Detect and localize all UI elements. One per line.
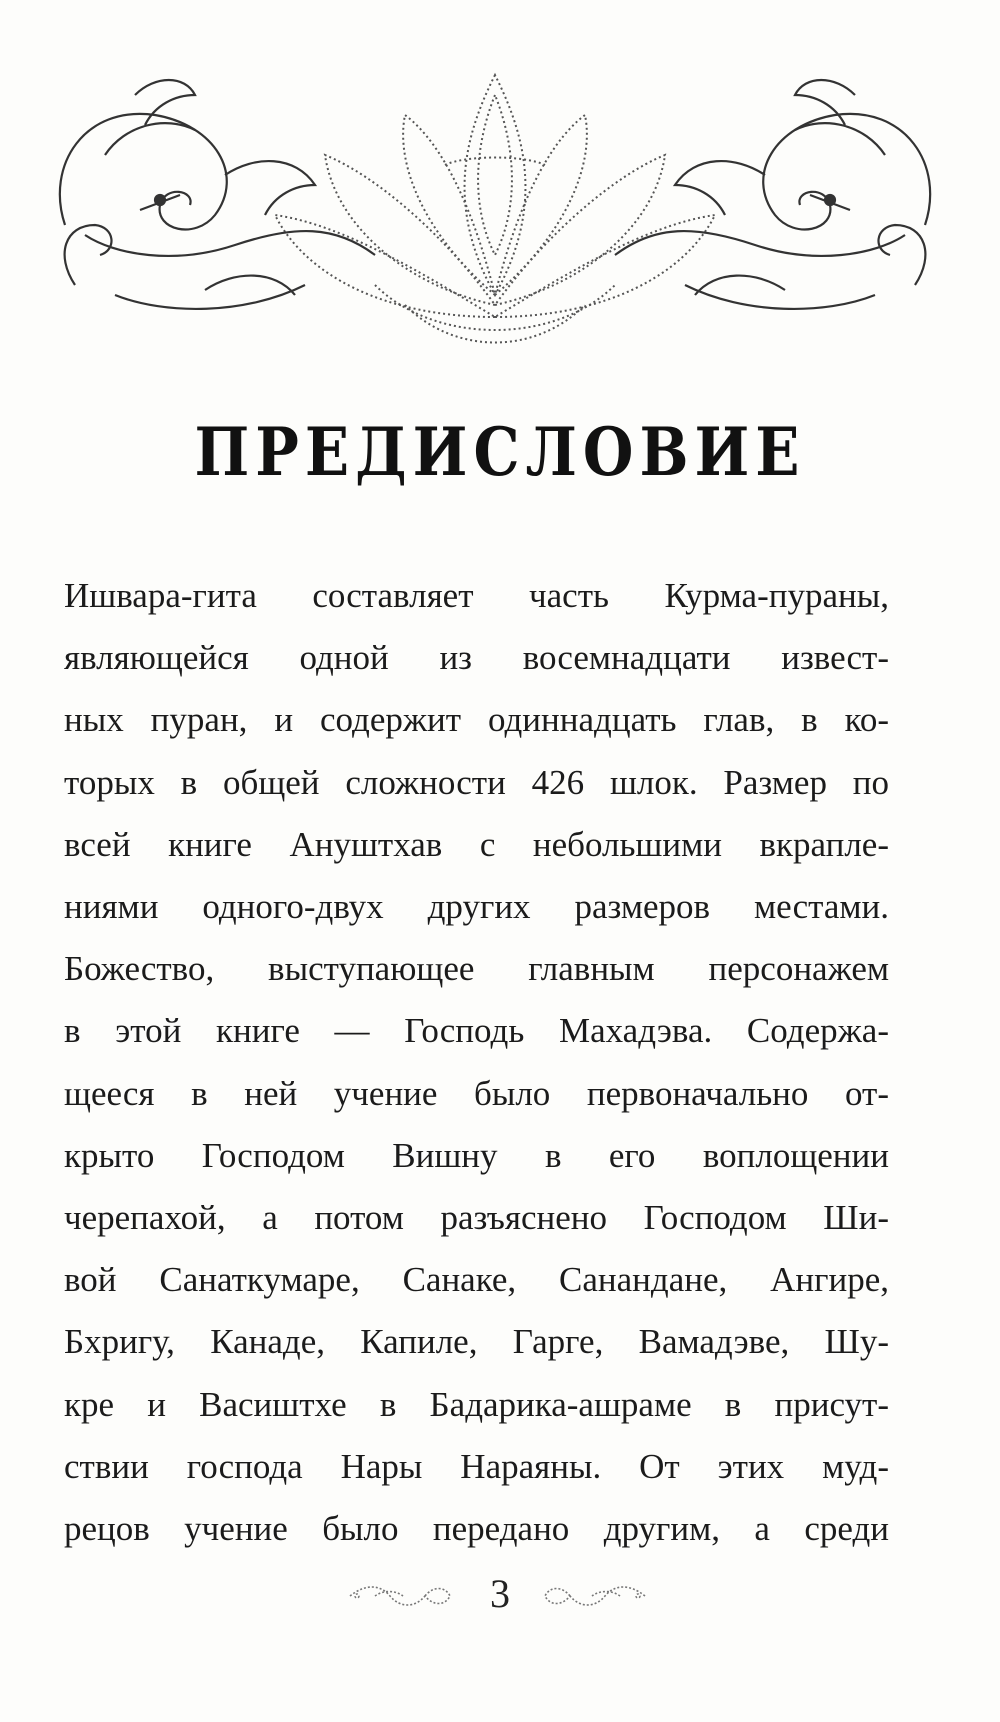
text-line: вой Санаткумаре, Санаке, Санандане, Ангире, — [64, 1260, 889, 1300]
page-title: ПРЕДИСЛОВИЕ — [194, 412, 806, 492]
text-line: Ишвара-гита составляет часть Курма-пураны, — [64, 576, 889, 615]
body-paragraph — [64, 565, 889, 1560]
text-line: Божество, выступающее главным персонажем — [64, 949, 889, 989]
text-line: рецов учение было передано другим, а среди — [64, 1509, 889, 1549]
lotus-ornament-icon — [45, 55, 945, 365]
text-line: ных пуран, и содержит одиннадцать глав, в ко- — [64, 700, 889, 740]
text-line: черепахой, а потом разъяснено Господом Ши- — [64, 1198, 889, 1238]
swirl-ornament-icon — [540, 1578, 650, 1614]
text-line: крыто Господом Вишну в его воплощении — [64, 1135, 889, 1175]
text-line: в этой книге — Господь Махадэва. Содержа- — [64, 1011, 889, 1051]
text-line: ниями одного-двух других размеров местами. — [64, 887, 889, 927]
text-line: торых в общей сложности 426 шлок. Размер по — [64, 762, 889, 802]
page-number: 3 — [490, 1571, 510, 1616]
text-line: кре и Васиштхе в Бадарика-ашраме в присут- — [64, 1384, 889, 1424]
text-line: всей книге Ануштхав с небольшими вкрапле- — [64, 824, 889, 864]
text-line: ствии господа Нары Нараяны. От этих муд- — [64, 1446, 889, 1486]
text-line: являющейся одной из восемнадцати извест- — [64, 638, 889, 678]
text-line: щееся в ней учение было первоначально от- — [64, 1073, 889, 1113]
page-footer — [0, 1566, 1000, 1626]
text-line: Бхригу, Канаде, Капиле, Гарге, Вамадэве, Шу- — [64, 1322, 889, 1362]
